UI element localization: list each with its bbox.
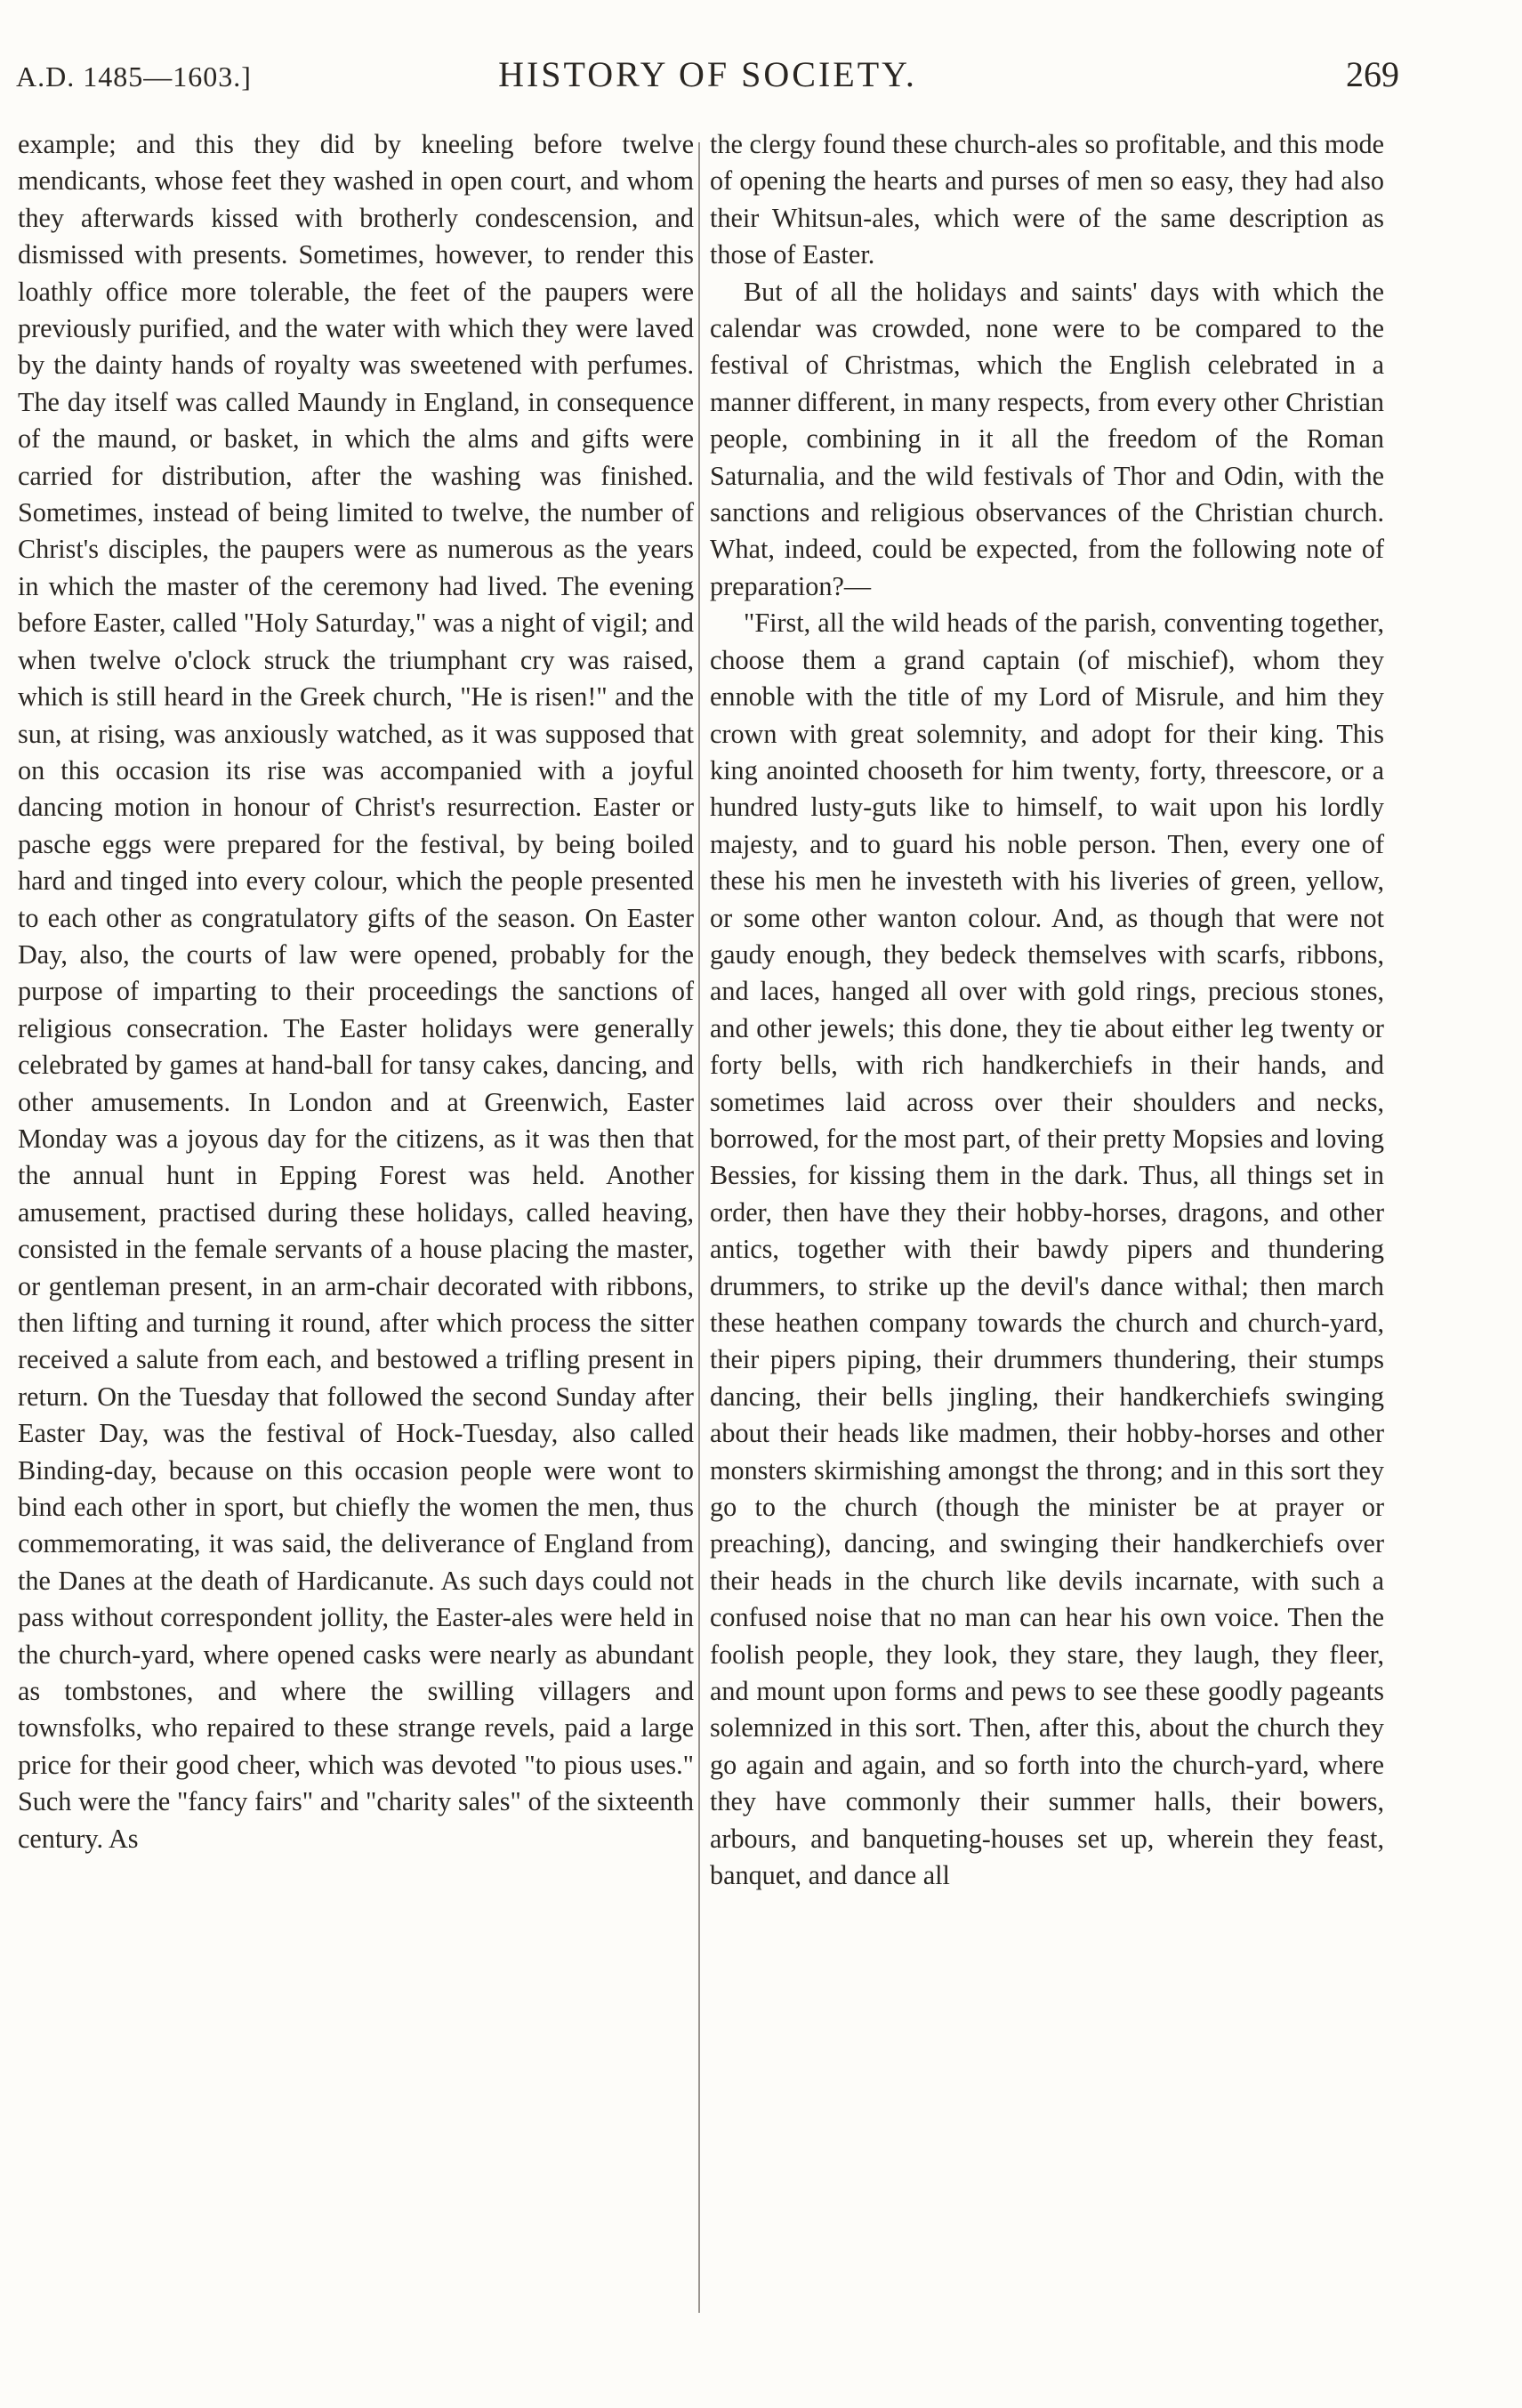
date-range: A.D. 1485—1603.] [16,60,252,93]
right-column [710,126,1384,1895]
right-paragraph-1: the clergy found these church-ales so profitable, and this mode of opening the hearts and purses of men so easy, they had also their Whitsun-ales, which were of the same description as those of Easter. [710,129,1384,270]
left-column [18,126,694,1857]
running-head [16,52,1399,105]
left-paragraph-1: example; and this they did by kneeling before twelve mendicants, whose feet they washed in open court, and whom they afterwards kissed with brotherly condescension, and dismissed with presents. Sometimes, however, to render this loathly office more tolerable, the feet of the paupers were previously purified, and the water with which they were laved by the dainty hands of royalty was sweetened with perfumes. The day itself was called Maundy in England, in consequence of the maund, or basket, in which the alms and gifts were carried for distribution, after the washing was finished. Sometimes, instead of being limited to twelve, the number of Christ's disciples, the paupers were as numerous as the years in which the master of the ceremony had lived. The evening before Easter, called "Holy Saturday," was a night of vigil; and when twelve o'clock struck the triumphant cry was raised, which is still heard in the Greek church, "He is risen!" and the sun, at rising, was anxiously watched, as it was supposed that on this occasion its rise was accompanied with a joyful dancing motion in honour of Christ's resurrection. Easter or pasche eggs were prepared for the festival, by being boiled hard and tinged into every colour, which the people presented to each other as congratulatory gifts of the season. On Easter Day, also, the courts of law were opened, probably for the purpose of imparting to their proceedings the sanctions of religious consecration. The Easter holidays were generally celebrated by games at hand-ball for tansy cakes, dancing, and other amusements. In London and at Greenwich, Easter Monday was a joyous day for the citizens, as it was then that the annual hunt in Epping Forest was held. Another amusement, practised during these holidays, called heaving, consisted in the female servants of a house placing the master, or gentleman present, in an arm-chair decorated with ribbons, then lifting and turning it round, after which process the sitter received a salute from each, and bestowed a trifling present in return. On the Tuesday that followed the second Sunday after Easter Day, was the festival of Hock-Tuesday, also called Binding-day, because on this occasion people were wont to bind each other in sport, but chiefly the women the men, thus commemorating, it was said, the deliverance of England from the Danes at the death of Hardicanute. As such days could not pass without correspondent jollity, the Easter-ales were held in the church-yard, where opened casks were nearly as abundant as tombstones, and where the swilling villagers and townsfolks, who repaired to these strange revels, paid a large price for their good cheer, which was devoted "to pious uses." Such were the "fancy fairs" and "charity sales" of the sixteenth century. As [18,129,694,1854]
column-divider [698,142,700,2313]
right-paragraph-2: But of all the holidays and saints' days with which the calendar was crowded, none were to be compared to the festival of Christmas, which the English celebrated in a manner different, in many respects, from every other Christian people, combining in it all the freedom of the Roman Saturnalia, and the wild festivals of Thor and Odin, with the sanctions and religious observances of the Christian church. What, indeed, could be expected, from the following note of preparation?— [710,276,1384,601]
running-title: HISTORY OF SOCIETY. [498,54,917,94]
page-number: 269 [1346,54,1399,94]
right-paragraph-3: "First, all the wild heads of the parish, conventing together, choose them a grand captain (of mischief), whom they ennoble with the title of my Lord of Misrule, and him they crown with great solemnity, and adopt for their king. This king anointed chooseth for him twenty, forty, threescore, or a hundred lusty-guts like to himself, to wait upon his lordly majesty, and to guard his noble person. Then, every one of these his men he investeth with his liveries of green, yellow, or some other wanton colour. And, as though that were not gaudy enough, they bedeck themselves with scarfs, ribbons, and laces, hanged all over with gold rings, precious stones, and other jewels; this done, they tie about either leg twenty or forty bells, with rich handkerchiefs in their hands, and sometimes laid across over their shoulders and necks, borrowed, for the most part, of their pretty Mopsies and loving Bessies, for kissing them in the dark. Thus, all things set in order, then have they their hobby-horses, dragons, and other antics, together with their bawdy pipers and thundering drummers, to strike up the devil's dance withal; then march these heathen company towards the church and church-yard, their pipers piping, their drummers thundering, their stumps dancing, their bells jingling, their handkerchiefs swinging about their heads like madmen, their hobby-horses and other monsters skirmishing amongst the throng; and in this sort they go to the church (though the minister be at prayer or preaching), dancing, and swinging their handkerchiefs over their heads in the church like devils incarnate, with such a confused noise that no man can hear his own voice. Then the foolish people, they look, they stare, they laugh, they fleer, and mount upon forms and pews to see these goodly pageants solemnized in this sort. Then, after this, about the church they go again and again, and so forth into the church-yard, where they have commonly their summer halls, their bowers, arbours, and banqueting-houses set up, wherein they feast, banquet, and dance all [710,608,1384,1891]
